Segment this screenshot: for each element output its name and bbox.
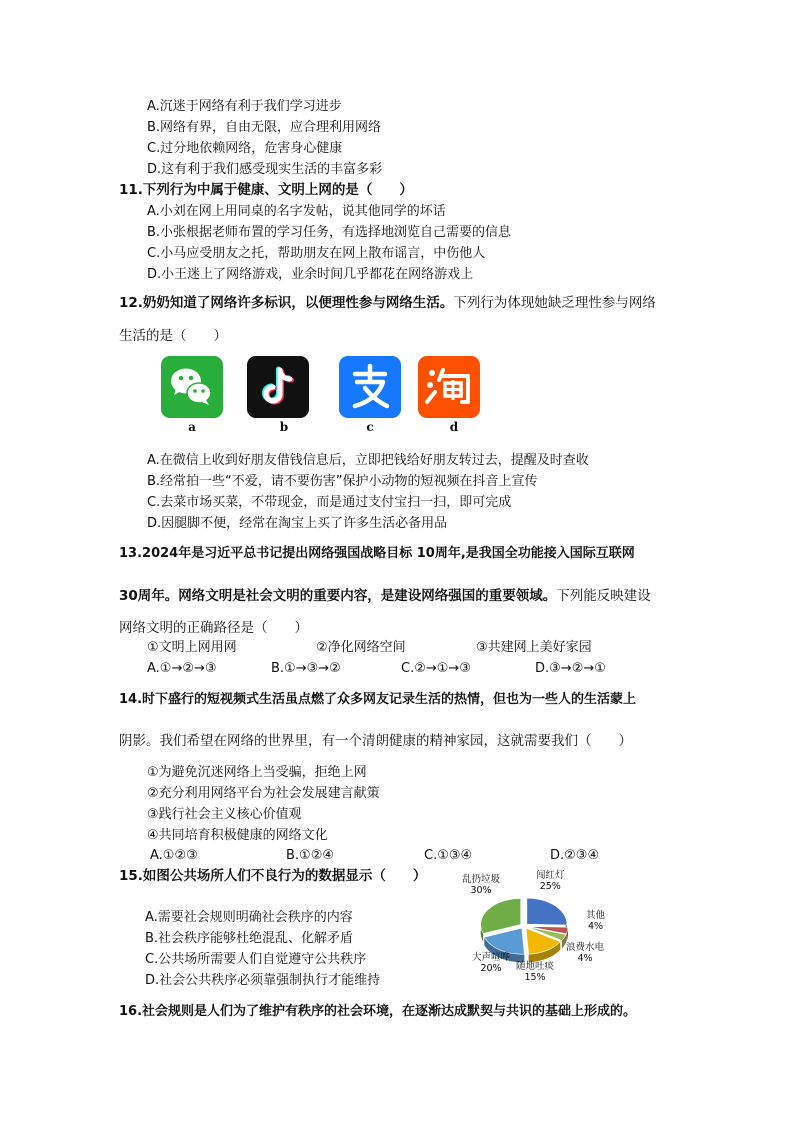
q15-option-c: C.公共场所需要人们自觉遵守公共秩序	[145, 952, 367, 967]
pie-label-xuanhua-name: 大声喧哗	[472, 952, 511, 963]
q14-stem-line2: 阴影。我们希望在网络的世界里，有一个清朗健康的精神家园，这就需要我们（ ）	[119, 733, 632, 749]
q11-option-b: B.小张根据老师布置的学习任务，有选择地浏览自己需要的信息	[147, 225, 512, 240]
q14-item-2: ②充分利用网络平台为社会发展建言献策	[147, 786, 380, 801]
app-label-d: d	[449, 420, 459, 434]
q13-option-c: C.②→①→③	[401, 661, 471, 676]
q12-option-c: C.去菜市场买菜，不带现金，而是通过支付宝扫一扫，即可完成	[147, 495, 512, 510]
taobao-icon	[418, 356, 480, 418]
app-label-c: c	[366, 420, 374, 434]
q10-option-c: C.过分地依赖网络，危害身心健康	[147, 141, 343, 156]
q12-option-d: D.因腿脚不便，经常在淘宝上买了许多生活必备用品	[147, 516, 448, 531]
pie-label-qita-name: 其他	[586, 910, 606, 921]
q10-option-d: D.这有利于我们感受现实生活的丰富多彩	[147, 162, 383, 177]
q15-option-a: A.需要社会规则明确社会秩序的内容	[145, 910, 353, 925]
q16-stem: 16.社会规则是人们为了维护有秩序的社会环境，在逐渐达成默契与共识的基础上形成的。	[119, 1004, 637, 1019]
q15-stem: 15.如图公共场所人们不良行为的数据显示（ ）	[119, 868, 427, 884]
q13-item-3: ③共建网上美好家园	[476, 640, 592, 655]
q13-stem-line3: 网络文明的正确路径是（ ）	[119, 620, 308, 636]
q12-stem-rest: 下列行为体现她缺乏理性参与网络	[453, 295, 656, 311]
q11-stem: 11.下列行为中属于健康、文明上网的是（ ）	[119, 182, 413, 198]
q14-option-b: B.①②④	[286, 848, 335, 863]
q13-stem-line2	[119, 586, 651, 606]
alipay-icon	[339, 356, 401, 418]
pie-label-tutan	[516, 961, 554, 983]
q14-stem-line1: 14.时下盛行的短视频式生活虽点燃了众多网友记录生活的热情，但也为一些人的生活蒙上	[119, 692, 637, 707]
pie-label-qita	[586, 910, 605, 932]
q13-stem-line2-rest: 下列能反映建设	[556, 588, 651, 604]
q15-option-b: B.社会秩序能够杜绝混乱、化解矛盾	[145, 931, 354, 946]
pie-label-chuanghongdeng-name: 闯红灯	[536, 870, 565, 881]
q13-item-2: ②净化网络空间	[316, 640, 406, 655]
q13-option-a: A.①→②→③	[147, 661, 217, 676]
tiktok-icon	[247, 356, 309, 418]
q13-stem-line1: 13.2024年是习近平总书记提出网络强国战略目标 10周年,是我国全功能接入国际互联网	[119, 546, 635, 561]
q14-option-a: A.①②③	[150, 848, 198, 863]
pie-label-langfei-value: 4%	[577, 953, 593, 964]
q13-stem-line2-bold: 30周年。网络文明是社会文明的重要内容，是建设网络强国的重要领域。	[119, 588, 557, 604]
pie-label-chuanghongdeng-value: 25%	[539, 881, 561, 892]
pie-label-luanreng-value: 30%	[470, 885, 492, 896]
pie-label-tutan-name: 随地吐痰	[516, 961, 555, 972]
pie-label-langfei-name: 浪费水电	[566, 942, 605, 953]
q13-option-b: B.①→③→②	[271, 661, 341, 676]
q11-option-c: C.小马应受朋友之托，帮助朋友在网上散布谣言，中伤他人	[147, 246, 486, 261]
q11-option-d: D.小王迷上了网络游戏，业余时间几乎都花在网络游戏上	[147, 267, 474, 282]
q10-option-a: A.沉迷于网络有利于我们学习进步	[147, 99, 342, 114]
q12-stem-line2: 生活的是（ ）	[119, 328, 227, 344]
pie-label-chuanghongdeng	[536, 870, 565, 892]
app-label-a: a	[188, 420, 196, 434]
pie-label-langfei	[566, 942, 604, 964]
q14-item-1: ①为避免沉迷网络上当受骗，拒绝上网	[147, 765, 367, 780]
q11-option-a: A.小刘在网上用同桌的名字发帖，说其他同学的坏话	[147, 204, 446, 219]
app-label-b: b	[279, 420, 289, 434]
pie-label-qita-value: 4%	[587, 921, 604, 932]
wechat-icon	[161, 356, 223, 418]
q14-item-4: ④共同培育积极健康的网络文化	[147, 828, 328, 843]
pie-label-luanreng-name: 乱扔垃圾	[462, 874, 501, 885]
pie-label-luanreng	[462, 874, 500, 896]
pie-label-tutan-value: 15%	[524, 972, 546, 983]
pie-label-xuanhua	[472, 952, 510, 974]
q12-option-a: A.在微信上收到好朋友借钱信息后，立即把钱给好朋友转过去，提醒及时查收	[147, 453, 589, 468]
q14-item-3: ③践行社会主义核心价值观	[147, 807, 302, 822]
q12-option-b: B.经常拍一些“不爱，请不要伤害”保护小动物的短视频在抖音上宣传	[147, 474, 538, 489]
q13-option-d: D.③→②→①	[535, 661, 606, 676]
q13-item-1: ①文明上网用网	[147, 640, 237, 655]
q10-option-b: B.网络有界，自由无限，应合理利用网络	[147, 120, 382, 135]
q15-option-d: D.社会公共秩序必须靠强制执行才能维持	[145, 973, 381, 988]
q12-stem	[119, 293, 656, 313]
q14-option-c: C.①③④	[424, 848, 473, 863]
q12-stem-bold: 12.奶奶知道了网络许多标识，以便理性参与网络生活。	[119, 295, 454, 311]
pie-label-xuanhua-value: 20%	[480, 963, 502, 974]
q14-option-d: D.②③④	[550, 848, 600, 863]
